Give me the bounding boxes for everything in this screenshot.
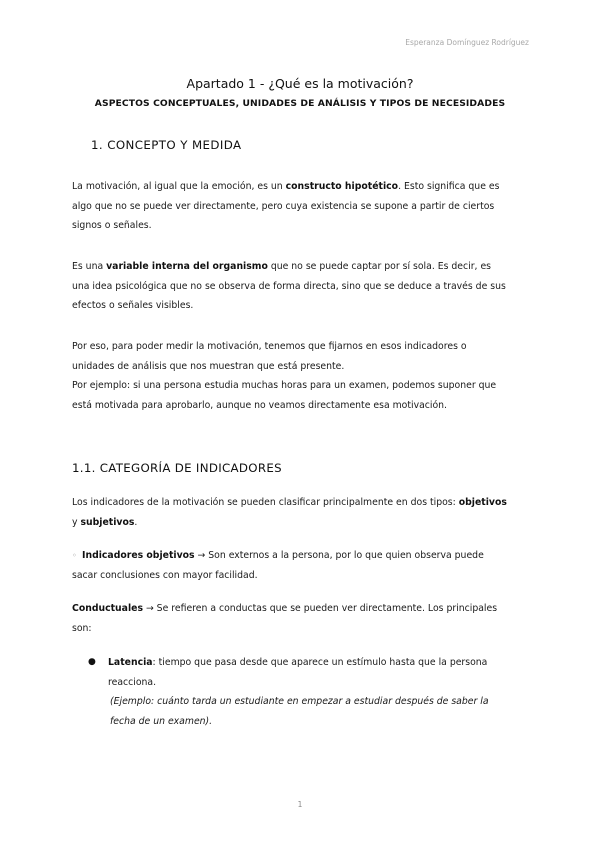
paragraph-line: Conductuales → Se refieren a conductas que se pueden ver directamente. Los principales [72, 603, 498, 614]
paragraph-line: Es una variable interna del organismo que no se puede captar por sí sola. Es decir, es [72, 261, 492, 272]
paragraph-line: unidades de análisis que nos muestran que está presente. [72, 360, 345, 372]
bold-term: Indicadores objetivos [82, 550, 195, 561]
list-item-latencia [108, 653, 548, 731]
example-line: (Ejemplo: cuánto tarda un estudiante en empezar a estudiar después de saber la [110, 696, 489, 707]
header-author: Esperanza Domínguez Rodríguez [405, 38, 529, 47]
section-heading-concepto: 1. CONCEPTO Y MEDIDA [91, 138, 242, 152]
paragraph-tipos [72, 493, 542, 532]
bold-term: variable interna del organismo [106, 261, 268, 272]
page-subtitle: ASPECTOS CONCEPTUALES, UNIDADES DE ANÁLISIS Y TIPOS DE NECESIDADES [94, 98, 506, 109]
paragraph-conductuales [72, 599, 542, 638]
paragraph-line: Por eso, para poder medir la motivación, tenemos que fijarnos en esos indicadores o [72, 341, 467, 352]
bold-term: Conductuales [72, 603, 143, 614]
paragraph-variable-interna [72, 257, 542, 316]
section-heading-indicadores: 1.1. CATEGORÍA DE INDICADORES [72, 461, 282, 475]
paragraph-line: signos o señales. [72, 220, 152, 231]
paragraph-line: ◦ Indicadores objetivos → Son externos a la persona, por lo que quien observa puede [72, 546, 542, 566]
paragraph-line: algo que no se puede ver directamente, pero cuya existencia se supone a partir de ciertos [72, 200, 495, 212]
paragraph-line: Los indicadores de la motivación se pueden clasificar principalmente en dos tipos: objetivos [72, 497, 507, 508]
paragraph-line: Latencia: tiempo que pasa desde que aparece un estímulo hasta que la persona [108, 657, 488, 668]
example-line: fecha de un examen). [110, 715, 213, 727]
paragraph-line: una idea psicológica que no se observa de forma directa, sino que se deduce a través de sus [72, 280, 506, 292]
paragraph-medida [72, 337, 542, 415]
bold-term: objetivos [458, 497, 507, 508]
bold-term: subjetivos [80, 516, 135, 528]
paragraph-line: efectos o señales visibles. [72, 300, 194, 311]
paragraph-constructo [72, 177, 542, 236]
filled-bullet-icon: ● [88, 657, 96, 667]
paragraph-line: reacciona. [108, 676, 157, 688]
page-number: 1 [297, 800, 303, 809]
paragraph-line: Por ejemplo: si una persona estudia muchas horas para un examen, podemos suponer que [72, 380, 497, 391]
paragraph-line: y subjetivos. [72, 516, 138, 528]
bold-term: constructo hipotético [285, 181, 399, 192]
paragraph-line: está motivada para aprobarlo, aunque no veamos directamente esa motivación. [72, 399, 447, 411]
paragraph-line: sacar conclusiones con mayor facilidad. [72, 569, 258, 581]
hollow-bullet-icon: ◦ [72, 551, 77, 560]
page-title: Apartado 1 - ¿Qué es la motivación? [186, 76, 414, 91]
paragraph-line: son: [72, 622, 92, 634]
bold-term: Latencia [108, 657, 153, 668]
paragraph-line: La motivación, al igual que la emoción, es un constructo hipotético. Esto significa que es [72, 181, 500, 192]
paragraph-indicadores-objetivos [72, 546, 542, 585]
